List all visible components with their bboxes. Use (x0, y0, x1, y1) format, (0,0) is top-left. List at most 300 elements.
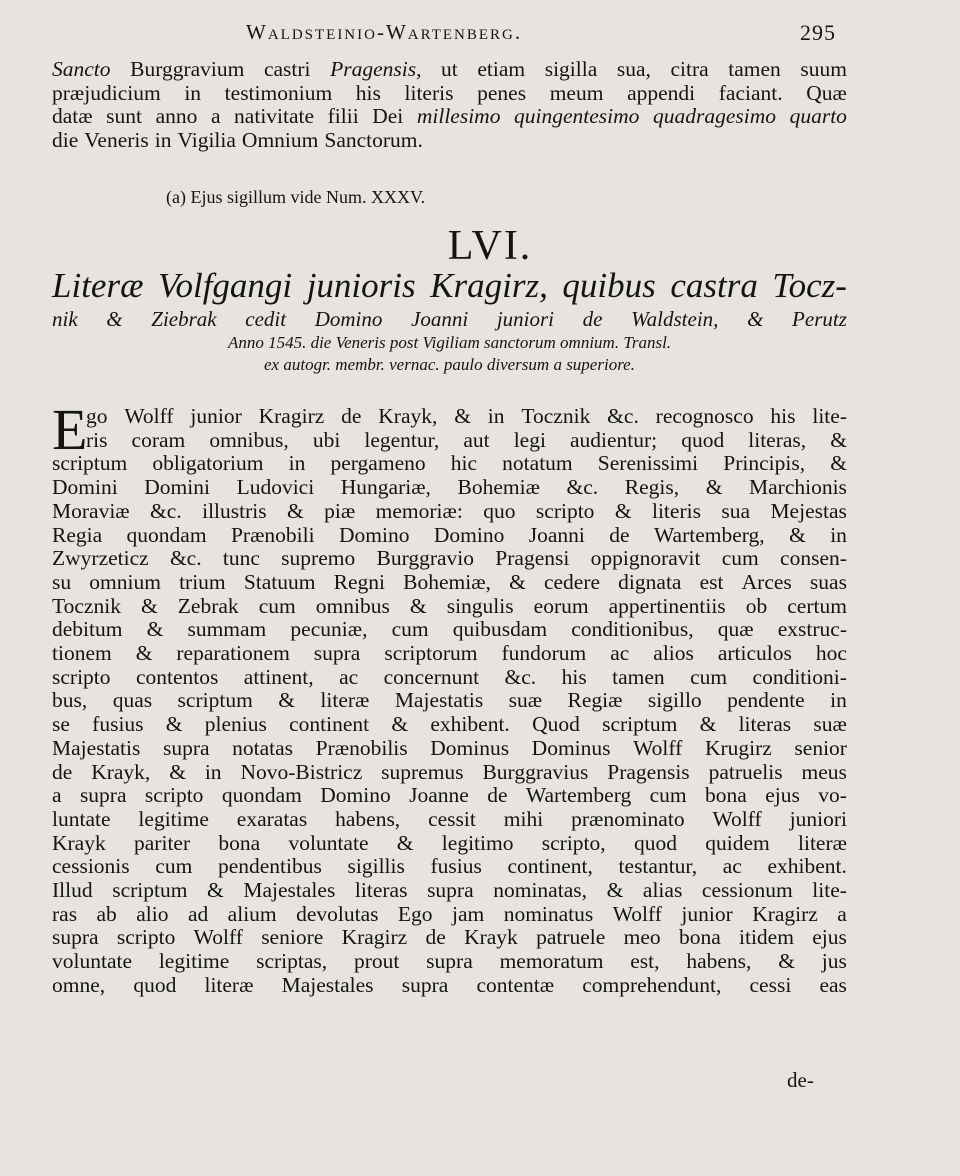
word: quod (633, 830, 677, 855)
word: scriptum (602, 712, 678, 737)
title-line (52, 266, 847, 306)
word: pergameno (330, 451, 426, 476)
word: cessit (428, 806, 476, 831)
word: appendi (627, 80, 696, 105)
word: dignata (618, 569, 682, 594)
word: Joanni (528, 522, 585, 547)
word: & (830, 427, 847, 452)
word: legitime (158, 949, 230, 974)
word: Majestales (243, 878, 336, 903)
word: Volfgangi (157, 266, 293, 305)
word: scriptum (112, 878, 188, 903)
word: contentos (135, 664, 219, 689)
word: eas (819, 972, 847, 997)
text-line (52, 429, 847, 453)
word: senior (794, 735, 847, 760)
word: Ego (397, 901, 433, 926)
word: Omnium (241, 127, 319, 152)
word: Novo-Bistricz (240, 759, 363, 784)
word: Wartemberg, (653, 522, 765, 547)
word: in (184, 80, 202, 105)
word: exhibent. (430, 712, 510, 737)
word: cum (721, 546, 759, 571)
text-line (52, 666, 847, 690)
document-number: LVI. (447, 223, 533, 269)
word: cessionis (52, 854, 130, 879)
word: Pragensis (607, 759, 690, 784)
word: Pragensi (495, 546, 570, 571)
word: recognosco (655, 404, 754, 428)
word: nominatus (503, 901, 594, 926)
word: ac (339, 664, 359, 689)
word: supra (162, 735, 210, 760)
word: Prænobili (230, 522, 315, 547)
word: memoriæ: (375, 498, 463, 523)
text-line (52, 761, 847, 785)
text-line (52, 784, 847, 808)
text-line (52, 737, 847, 761)
word: de (341, 404, 362, 428)
word: scripto (52, 664, 111, 689)
word: luntate (52, 806, 111, 831)
word: quas (112, 688, 153, 713)
word: cum (155, 854, 193, 879)
text-line (52, 105, 847, 129)
word: &c. (504, 664, 537, 689)
word: de (609, 522, 630, 547)
word: & (165, 712, 183, 737)
word: cum (391, 617, 429, 642)
word: quadragesimo (652, 104, 777, 129)
word: supra (426, 949, 473, 974)
word: Ludovici (236, 475, 315, 500)
word: est (699, 569, 724, 594)
word: testantur, (618, 854, 698, 879)
word: faciant. (718, 80, 783, 105)
word: Zwyrzeticz (52, 546, 149, 571)
word: supra (79, 783, 127, 808)
word: literas (738, 712, 792, 737)
word: supra (52, 925, 99, 950)
word: & (278, 688, 295, 713)
word: pariter (134, 830, 191, 855)
word: Quod (532, 712, 580, 737)
text-line (52, 524, 847, 548)
word: Bohemiæ (457, 475, 540, 500)
word: Kragirz (258, 404, 325, 428)
text-line (52, 547, 847, 571)
word: Krayk (464, 925, 518, 950)
word: ob (745, 593, 768, 618)
word: Domino (320, 783, 391, 808)
word: cessionum (701, 878, 793, 903)
word: meum (549, 80, 604, 105)
word: prout (353, 949, 400, 974)
word: coram (131, 427, 186, 452)
word: scriptorum (384, 641, 478, 666)
word: fusius (430, 854, 482, 879)
word: trium (179, 569, 226, 594)
word: Marchionis (749, 475, 847, 500)
word: ubi (312, 427, 341, 452)
word: cedere (543, 569, 601, 594)
word: omnium (89, 569, 161, 594)
word: Regni (333, 569, 385, 594)
word: certum (787, 593, 847, 618)
word: juniori (496, 307, 554, 331)
title-line: ex autogr. membr. vernac. paulo diversum a superiore. (264, 355, 635, 374)
word: meus (801, 759, 847, 784)
word: tionem (52, 641, 112, 666)
word: de (487, 783, 508, 808)
word: Domino (433, 522, 505, 547)
word: &c. (566, 475, 599, 500)
word: Domini (52, 475, 118, 500)
word: & (391, 712, 409, 737)
word: testimonium (224, 80, 333, 105)
word: bona (678, 925, 721, 950)
word: Serenissimi (597, 451, 699, 476)
word: Arces (741, 569, 792, 594)
word: devolutas (296, 901, 379, 926)
word: Dei (372, 104, 404, 129)
text-line (52, 405, 847, 429)
word: junior (681, 901, 733, 926)
word: obligatorium (152, 451, 264, 476)
page-header (0, 20, 960, 54)
word: quod (133, 972, 177, 997)
word: singulis (446, 593, 514, 618)
text-line (52, 926, 847, 950)
word: reparationem (176, 641, 290, 666)
word: ac (610, 641, 630, 666)
word: datæ (52, 104, 93, 129)
word: millesimo (416, 104, 501, 129)
word: scripto, (541, 830, 606, 855)
word: his (561, 664, 587, 689)
word: piæ (324, 498, 356, 523)
word: quo (483, 498, 516, 523)
word: sunt (106, 104, 143, 129)
word: & (778, 949, 795, 974)
word: voluntate (288, 830, 369, 855)
word: quingentesimo (514, 104, 640, 129)
word: juniori (789, 806, 847, 831)
title-line: Anno 1545. die Veneris post Vigiliam sanctorum omnium. Transl. (227, 333, 672, 352)
word: scriptum (52, 451, 128, 476)
word: &c. (607, 404, 639, 428)
word: citra (670, 57, 709, 81)
word: quibus (562, 266, 656, 305)
word: & (146, 617, 164, 642)
word: bus, (52, 688, 88, 713)
word: alias (642, 878, 683, 903)
word: Tocznik (52, 593, 121, 618)
word: Kragirz, (430, 266, 548, 305)
word: de (425, 925, 446, 950)
word: Quæ (806, 80, 847, 105)
word: conditioni- (752, 664, 847, 689)
word: bona (218, 830, 261, 855)
text-line (52, 713, 847, 737)
word: supremus (381, 759, 464, 784)
main-text (52, 397, 847, 998)
word: Vigilia (177, 127, 236, 152)
word: prænominato (571, 806, 685, 831)
word: alium (227, 901, 277, 926)
word: quæ (717, 617, 754, 642)
word: filii (327, 104, 359, 129)
word: a (210, 104, 221, 129)
word: Domino (314, 307, 383, 331)
word: fundorum (501, 641, 587, 666)
word: & (409, 593, 427, 618)
word: Kragirz (341, 925, 408, 950)
word: in (288, 451, 306, 476)
word: scripto (535, 498, 595, 523)
word: tunc (222, 546, 260, 571)
word: castra (670, 266, 758, 305)
word: etiam (477, 57, 526, 81)
word: habens, (335, 806, 401, 831)
word: Joanni (411, 307, 469, 331)
text-line (52, 689, 847, 713)
word: literæ (320, 688, 370, 713)
footnote: (a) Ejus sigillum vide Num. XXXV. (166, 187, 426, 207)
word: audientur; (569, 427, 658, 452)
word: ad (187, 901, 209, 926)
word: ris (86, 427, 108, 452)
word: legitimo (441, 830, 514, 855)
word: Wolff (633, 735, 683, 760)
word: Hungariæ, (340, 475, 431, 500)
word: Wolff (193, 925, 243, 950)
word: scriptas, (256, 949, 328, 974)
word: & (699, 712, 717, 737)
word: Burggravium (130, 57, 245, 81)
word: cessi (749, 972, 792, 997)
title-line (52, 306, 847, 332)
word: Wartemberg (525, 783, 632, 808)
word: & (747, 307, 764, 331)
word: Dominus (531, 735, 611, 760)
word: his (355, 80, 381, 105)
word: Illud (52, 878, 93, 903)
word: Regiæ (567, 688, 623, 713)
document-title (52, 266, 847, 376)
word: & (141, 593, 158, 618)
word: omnibus, (209, 427, 289, 452)
text-line (52, 82, 847, 106)
word: mihi (503, 806, 544, 831)
word: lite- (812, 878, 847, 903)
word: Burggravius (482, 759, 589, 784)
word: & (396, 830, 414, 855)
word: tamen (728, 57, 781, 81)
word: & (135, 641, 153, 666)
word: Wolff (612, 901, 662, 926)
word: die (52, 127, 79, 152)
word: seniore (261, 925, 324, 950)
word: & (454, 404, 471, 428)
word: & (169, 759, 186, 784)
word: Wolff (712, 806, 762, 831)
word: Domino (339, 522, 410, 547)
word: a (837, 901, 847, 926)
word: in (830, 522, 847, 547)
word: eorum (533, 593, 589, 618)
previous-document-ending (52, 58, 847, 152)
word: comprehendunt, (582, 972, 722, 997)
word: Ziebrak (151, 307, 217, 331)
word: & (106, 307, 123, 331)
text-line (52, 595, 847, 619)
word: pendente (727, 688, 805, 713)
word: penes (477, 80, 527, 105)
word: & (207, 878, 224, 903)
word: sigillis (347, 854, 405, 879)
text-line (52, 500, 847, 524)
word: exstruc- (777, 617, 847, 642)
word: Krugirz (704, 735, 772, 760)
word: scriptum (177, 688, 253, 713)
text-line (52, 879, 847, 903)
text-line (52, 129, 847, 153)
word: Tocz- (772, 266, 847, 305)
word: & (789, 522, 806, 547)
word: supra (427, 878, 474, 903)
word: summam (187, 617, 267, 642)
word: est, (630, 949, 660, 974)
word: junior (190, 404, 242, 428)
word: notatum (502, 451, 573, 476)
word: Mejestas (770, 498, 847, 523)
word: conditionibus, (571, 617, 694, 642)
word: Bohemiæ, (403, 569, 491, 594)
word: in (487, 404, 505, 428)
word: concernunt (383, 664, 480, 689)
text-line (52, 58, 847, 82)
word: quondam (126, 522, 207, 547)
drop-cap: E (52, 397, 88, 462)
text-line (52, 855, 847, 879)
text-line (52, 974, 847, 998)
word: meo (623, 925, 661, 950)
word: literæ (204, 972, 254, 997)
word: se (52, 712, 70, 737)
word: illustris (202, 498, 267, 523)
word: & (509, 569, 526, 594)
word: continent, (507, 854, 593, 879)
word: cum (258, 593, 296, 618)
word: præjudicium (52, 80, 161, 105)
word: oppignoravit (590, 546, 701, 571)
word: ras (52, 901, 78, 926)
word: fusius (92, 712, 144, 737)
word: de (582, 307, 603, 331)
word: legentur, (364, 427, 440, 452)
word: cedit (245, 307, 287, 331)
text-line (52, 950, 847, 974)
word: nik (52, 307, 78, 331)
word: vo- (818, 783, 847, 808)
word: ejus (812, 925, 847, 950)
word: &c. (150, 498, 182, 523)
word: Veneris (84, 127, 149, 152)
word: Statuum (243, 569, 316, 594)
word: literis (651, 498, 701, 523)
word: in (830, 688, 847, 713)
word: bona (705, 783, 747, 808)
word: go (86, 404, 108, 428)
word: & (606, 878, 624, 903)
word: scripto (144, 783, 204, 808)
word: jam (452, 901, 485, 926)
word: cum (649, 783, 687, 808)
word: quibusdam (452, 617, 548, 642)
text-line (52, 808, 847, 832)
word: exaratas (236, 806, 308, 831)
word: Principis, (723, 451, 806, 476)
word: omnibus (315, 593, 390, 618)
word: lite- (812, 404, 847, 428)
word: scripto (116, 925, 176, 950)
word: Regia (52, 522, 103, 547)
word: habens, (686, 949, 752, 974)
word: in (154, 127, 172, 152)
word: Regis, (624, 475, 680, 500)
word: ut (441, 57, 458, 81)
text-line (52, 903, 847, 927)
word: Domini (144, 475, 210, 500)
word: ejus (765, 783, 800, 808)
word: su (52, 569, 72, 594)
word: consen- (780, 546, 847, 571)
word: Sanctorum. (324, 127, 423, 152)
word: Tocznik (521, 404, 591, 428)
word: Joanne (409, 783, 469, 808)
word: Krayk, (378, 404, 438, 428)
word: Majestatis (394, 688, 484, 713)
word: ab (96, 901, 117, 926)
word: sigilla (544, 57, 598, 81)
word: continent (289, 712, 370, 737)
page-number: 295 (800, 20, 836, 45)
word: Majestatis (52, 735, 141, 760)
word: nativitate (234, 104, 315, 129)
text-line (52, 571, 847, 595)
word: supra (401, 972, 449, 997)
word: literæ (798, 830, 847, 855)
word: junioris (306, 266, 416, 305)
word: Krayk, (91, 759, 151, 784)
word: cum (690, 664, 728, 689)
main-text-lines (52, 397, 847, 998)
word: &c. (169, 546, 202, 571)
word: pecuniæ, (290, 617, 368, 642)
text-line (52, 832, 847, 856)
word: Perutz (792, 307, 847, 331)
word: quod (681, 427, 725, 452)
word: quarto (789, 104, 847, 129)
word: & (287, 498, 304, 523)
word: alios (653, 641, 694, 666)
word: contentæ (476, 972, 555, 997)
word: Dominus (430, 735, 510, 760)
word: exhibent. (767, 854, 847, 879)
word: legi (513, 427, 546, 452)
word: suas (809, 569, 847, 594)
